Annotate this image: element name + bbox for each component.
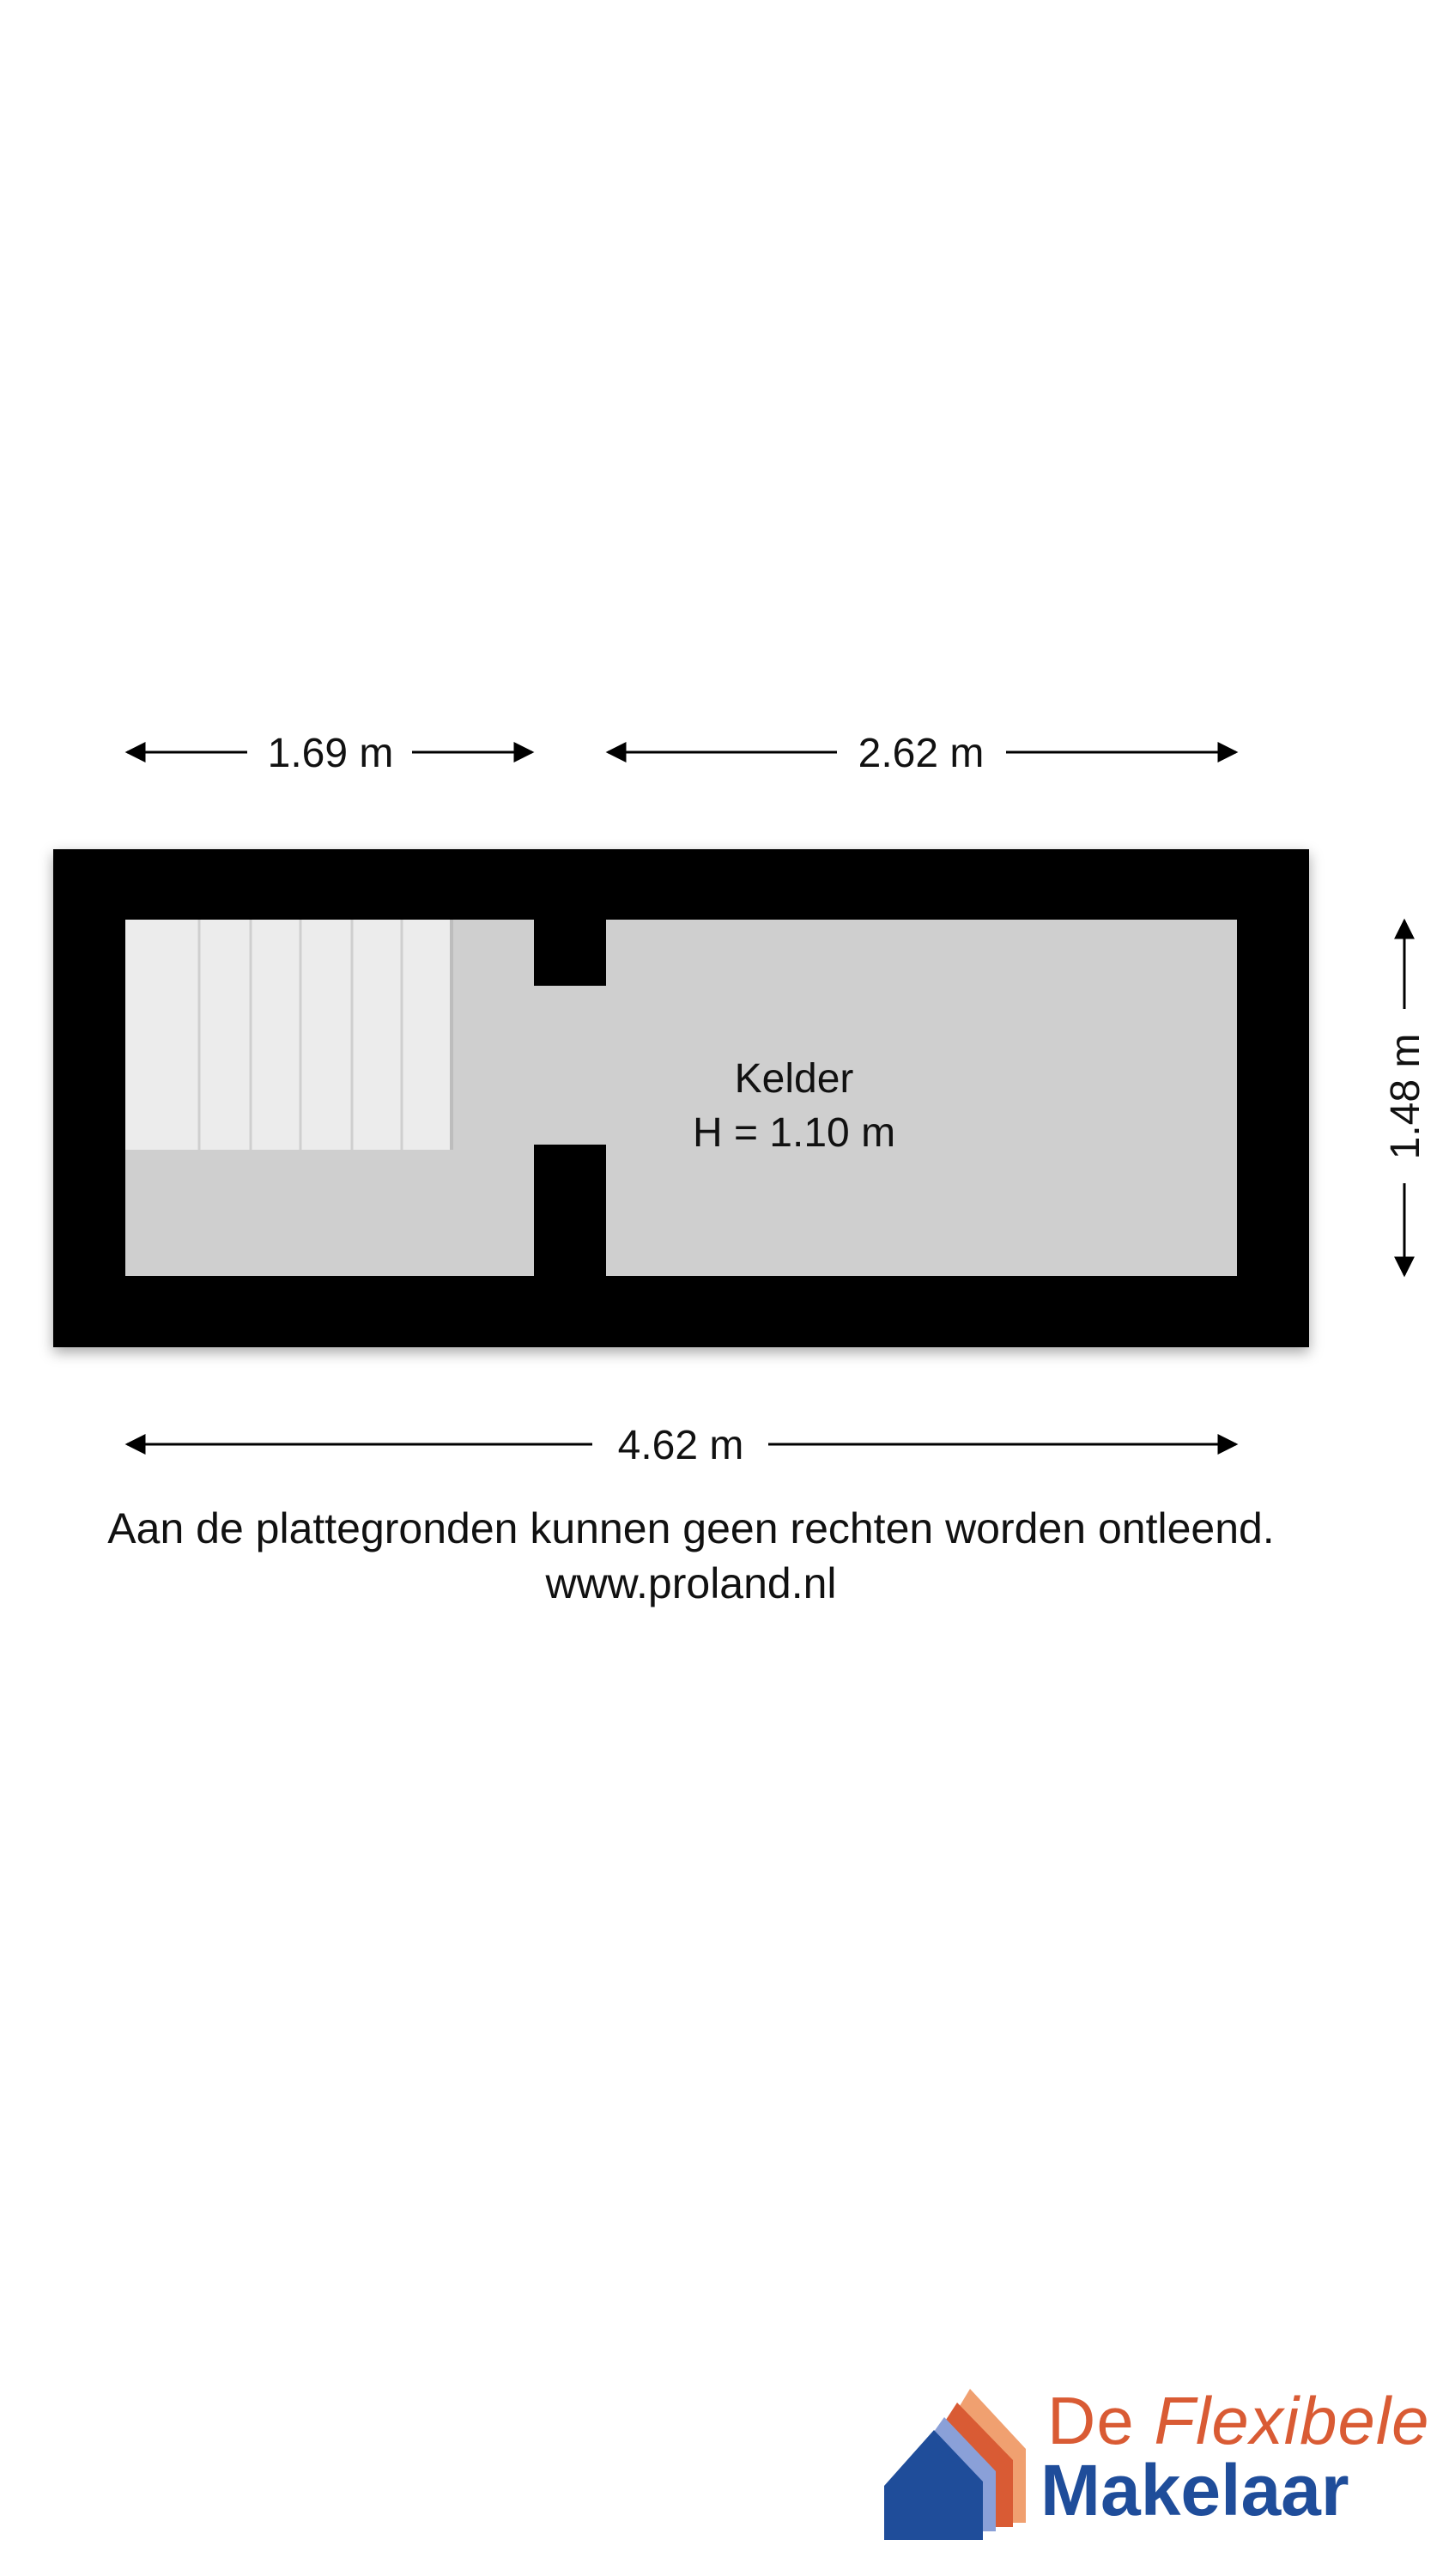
dimension-bottom xyxy=(127,1423,1236,1468)
room-name: Kelder xyxy=(734,1056,854,1102)
logo xyxy=(876,2370,1430,2542)
disclaimer xyxy=(0,1501,1382,1611)
house-logo-icon xyxy=(876,2370,1039,2542)
dimension-top-left xyxy=(127,731,532,776)
disclaimer-text: Aan de plattegronden kunnen geen rechten worden ontleend. xyxy=(107,1504,1275,1552)
dimension-top-right xyxy=(608,731,1236,776)
floor-passage xyxy=(532,986,608,1145)
stairs xyxy=(125,920,452,1150)
floor-right xyxy=(606,920,1237,1276)
dimension-top-left-label: 1.69 m xyxy=(267,731,394,776)
dimension-top-right-label: 2.62 m xyxy=(858,731,985,776)
dimension-bottom-label: 4.62 m xyxy=(617,1423,744,1468)
dimension-right xyxy=(1383,920,1428,1275)
website-link[interactable]: www.proland.nl xyxy=(545,1559,837,1607)
logo-text-bottom: Makelaar xyxy=(1040,2450,1349,2530)
logo-text-top: De Flexibele xyxy=(1047,2383,1430,2458)
room-height: H = 1.10 m xyxy=(692,1110,896,1156)
dimension-right-label: 1.48 m xyxy=(1383,1033,1428,1160)
